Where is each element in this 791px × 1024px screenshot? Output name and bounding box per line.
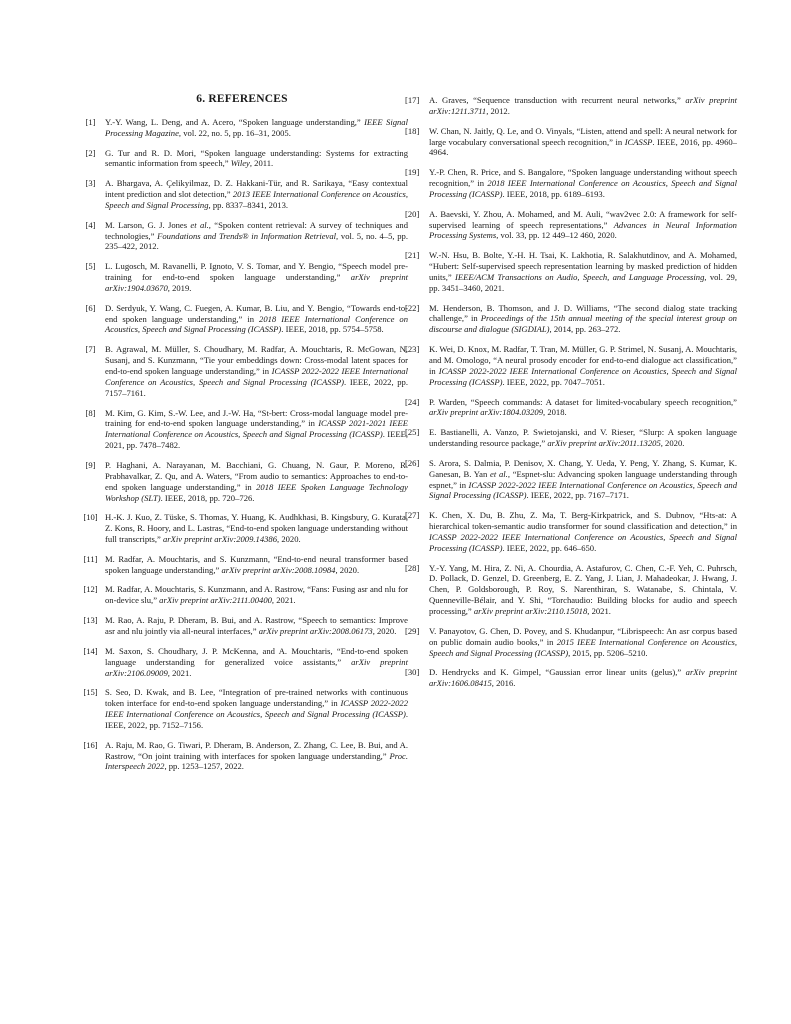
reference-number: [21] <box>405 250 420 261</box>
reference-number: [10] <box>83 512 98 523</box>
reference-number: [15] <box>83 687 98 698</box>
reference-entry <box>76 344 408 399</box>
reference-number: [23] <box>405 344 420 355</box>
reference-venue: ICASSP 2022-2022 IEEE International Conference on Acoustics, Speech and Signal Processing (ICASSP) <box>105 698 408 720</box>
reference-post: , vol. 33, pp. 12 449–12 460, 2020. <box>496 230 617 241</box>
reference-pre: M. Rao, A. Raju, P. Dheram, B. Bui, and A. Rastrow, “Speech to semantics: Improve asr and nlu jointly via all-neural interfaces,” <box>105 615 408 636</box>
reference-number: [9] <box>85 459 96 470</box>
reference-entry <box>76 220 408 253</box>
reference-pre: S. Seo, D. Kwak, and B. Lee, “Integration of pre-trained networks with continuous token interface for end-to-end spoken language understanding,” in <box>105 687 408 709</box>
reference-entry <box>405 563 737 618</box>
reference-entry <box>76 261 408 294</box>
reference-venue: Proceedings of the 15th annual meeting of the special interest group on discourse and dialogue (SIGDIAL) <box>429 313 737 335</box>
reference-venue: ICASSP 2022-2022 IEEE International Conference on Acoustics, Speech and Signal Processing (ICASSP) <box>105 366 408 387</box>
reference-venue: ICASSP 2022-2022 IEEE International Conference on Acoustics, Speech and Signal Processing (ICASSP) <box>429 365 737 387</box>
reference-number: [2] <box>85 147 96 158</box>
reference-venue: arXiv preprint arXiv:1904.03670 <box>105 272 409 293</box>
reference-number: [30] <box>405 667 420 678</box>
reference-venue: ICASSP 2022-2022 IEEE International Conference on Acoustics, Speech and Signal Processing (ICASSP) <box>429 531 737 553</box>
reference-venue: arXiv preprint arXiv:2008.10984 <box>221 564 336 575</box>
reference-number: [27] <box>405 510 420 521</box>
reference-venue: Foundations and Trends® in Information Retrieval <box>157 230 337 241</box>
reference-venue: arXiv preprint arXiv:1804.03209 <box>429 407 544 418</box>
reference-post: . IEEE, 2016, pp. 4960–4964. <box>429 136 737 158</box>
reference-post: , 2021. <box>271 595 296 606</box>
reference-text <box>429 667 737 689</box>
reference-post: , 2019. <box>167 282 192 293</box>
reference-pre: P. Warden, “Speech commands: A dataset for limited-vocabulary speech recognition,” <box>429 396 737 407</box>
reference-venue: arXiv preprint arXiv:2008.06173 <box>258 626 373 636</box>
reference-post: . IEEE, 2018, pp. 5754–5758. <box>281 324 384 335</box>
reference-venue: 2018 IEEE International Conference on Acoustics, Speech and Signal Processing (ICASSP) <box>429 178 737 199</box>
reference-text <box>105 646 408 679</box>
reference-venue: 2013 IEEE International Conference on Acoustics, Speech and Signal Processing <box>105 189 408 210</box>
reference-text <box>429 427 737 449</box>
reference-entry <box>405 626 737 659</box>
reference-pre: Y.-P. Chen, R. Price, and S. Bangalore, “Spoken language understanding without speech recognition,” in <box>429 167 737 189</box>
reference-entry <box>76 512 408 545</box>
reference-post: , pp. 1253–1257, 2022. <box>164 761 244 772</box>
reference-text <box>105 261 408 294</box>
reference-venue: ICASSP 2022-2022 IEEE International Conference on Acoustics, Speech and Signal Processing (ICASSP) <box>429 479 737 501</box>
reference-pre: A. Raju, M. Rao, G. Tiwari, P. Dheram, B. Anderson, Z. Zhang, C. Lee, B. Bui, and A. Rastrow, “On joint training with interfaces for spoken language understanding,” <box>105 739 408 761</box>
reference-text <box>105 220 408 253</box>
reference-entry <box>405 344 737 388</box>
reference-pre: V. Panayotov, G. Chen, D. Povey, and S. Khudanpur, “Librispeech: An asr corpus based on public domain audio books,” in <box>429 625 737 647</box>
reference-post: . IEEE, 2022, pp. 646–650. <box>502 542 597 553</box>
reference-text <box>105 178 408 211</box>
reference-text <box>429 458 737 502</box>
reference-text <box>429 303 737 336</box>
reference-venue: arXiv preprint arXiv:2009.14386 <box>163 534 278 545</box>
reference-number: [11] <box>83 553 98 564</box>
reference-post: . IEEE, 2022, pp. 7167–7171. <box>526 490 629 501</box>
reference-text <box>105 117 408 139</box>
reference-number: [4] <box>85 219 96 230</box>
reference-text <box>429 167 737 200</box>
reference-venue: IEEE Signal Processing Magazine <box>105 116 408 138</box>
reference-number: [28] <box>405 562 420 573</box>
reference-entry <box>405 510 737 554</box>
reference-entry <box>405 250 737 294</box>
reference-text <box>429 250 737 294</box>
reference-pre: S. Arora, S. Dalmia, P. Denisov, X. Chang, Y. Ueda, Y. Peng, Y. Zhang, S. Kumar, K. Ganesan, B. Yan <box>429 457 737 479</box>
reference-pre: D. Hendrycks and K. Gimpel, “Gaussian error linear units (gelus),” <box>429 667 686 678</box>
reference-text <box>429 95 737 117</box>
reference-post: , 2020. <box>277 534 301 545</box>
reference-pre: Y.-Y. Yang, M. Hira, Z. Ni, A. Chourdia, A. Astafurov, C. Chen, C.-F. Yeh, C. Puhrsch, D. Pollack, D. Genzel, D. Greenberg, E. Z. Yang, J. Lian, J. Mahadeokar, J. Hwang, J. Chen, P. Goldsborough, P. Roy, S. Narenthiran, S. Watanabe, S. Chintala, V. Quenneville-Bélair, and Y. Shi, “Torchaudio: Building blocks for audio and speech processing,” <box>429 562 737 617</box>
reference-text <box>429 126 737 159</box>
reference-text <box>429 209 737 242</box>
reference-pre: D. Serdyuk, Y. Wang, C. Fuegen, A. Kumar, B. Liu, and Y. Bengio, “Towards end-to-end spoken language understanding,” in <box>105 302 408 324</box>
reference-entry <box>76 687 408 731</box>
reference-entry <box>405 458 737 502</box>
reference-number: [17] <box>405 95 420 105</box>
reference-post: , 2020. <box>660 438 685 449</box>
reference-text <box>105 687 408 731</box>
reference-post: , 2021. <box>167 667 192 678</box>
reference-entry <box>405 397 737 419</box>
reference-venue: 2018 IEEE International Conference on Acoustics, Speech and Signal Processing (ICASSP) <box>105 313 408 335</box>
reference-entry <box>76 148 408 170</box>
reference-text <box>429 626 737 659</box>
reference-entry <box>76 646 408 679</box>
reference-number: [8] <box>85 407 96 418</box>
reference-entry <box>76 584 408 606</box>
reference-venue: Proc. Interspeech 2022 <box>105 750 408 772</box>
reference-pre: E. Bastianelli, A. Vanzo, P. Swietojanski, and V. Rieser, “Slurp: A spoken language understanding resource package,” <box>429 427 737 449</box>
reference-etal: et al. <box>490 468 508 479</box>
reference-pre2: , “Spoken content retrieval: A survey of techniques and technologies,” <box>105 219 408 241</box>
reference-entry <box>76 460 408 504</box>
reference-number: [13] <box>83 615 98 626</box>
reference-post: , pp. 8337–8341, 2013. <box>208 199 289 210</box>
reference-venue: 2018 IEEE Spoken Language Technology Workshop (SLT) <box>105 481 408 503</box>
reference-post: , 2020. <box>372 626 397 636</box>
reference-text <box>105 148 408 170</box>
reference-text <box>105 408 408 452</box>
reference-text <box>105 303 408 336</box>
reference-venue: arXiv preprint arXiv:1211.3711 <box>429 95 738 116</box>
reference-text <box>429 344 737 388</box>
reference-text <box>105 584 408 606</box>
reference-text <box>105 615 408 637</box>
reference-number: [14] <box>83 645 98 656</box>
reference-pre: P. Haghani, A. Narayanan, M. Bacchiani, G. Chuang, N. Gaur, P. Moreno, R. Prabhavalkar, Z. Qu, and A. Waters, “From audio to semantics: Approaches to end-to-end spoken language understanding,” in <box>105 459 408 492</box>
reference-text <box>429 510 737 554</box>
reference-post: . IEEE, 2018, pp. 6189–6193. <box>502 188 605 199</box>
reference-number: [25] <box>405 427 420 438</box>
reference-pre: A. Baevski, Y. Zhou, A. Mohamed, and M. Auli, “wav2vec 2.0: A framework for self-supervised learning of speech representations,” <box>429 208 737 230</box>
reference-text <box>105 344 408 399</box>
reference-number: [3] <box>85 178 96 189</box>
reference-entry <box>405 667 737 689</box>
reference-list-right <box>405 95 737 689</box>
reference-post: . IEEE, 2022, pp. 7047–7051. <box>502 376 605 387</box>
reference-pre2: , “Espnet-slu: Advancing spoken language understanding through espnet,” in <box>429 468 738 490</box>
reference-post: . IEEE, 2022, pp. 7157–7161. <box>105 376 409 398</box>
reference-pre: M. Radfar, A. Mouchtaris, S. Kunzmann, and A. Rastrow, “Fans: Fusing asr and nlu for on-device slu,” <box>105 584 408 606</box>
reference-post: , 2016. <box>491 678 516 689</box>
reference-post: . IEEE, 2021, pp. 7478–7482. <box>105 429 408 451</box>
reference-number: [22] <box>405 302 420 313</box>
reference-pre: M. Saxon, S. Choudhary, J. P. McKenna, and A. Mouchtaris, “End-to-end spoken language understanding for generalized voice assistants,” <box>105 645 408 667</box>
reference-pre: M. Radfar, A. Mouchtaris, and S. Kunzmann, “End-to-end neural transformer based spoken language understanding,” <box>105 553 408 575</box>
reference-venue: IEEE/ACM Transactions on Audio, Speech, and Language Processing <box>454 271 705 282</box>
reference-post: , 2015, pp. 5206–5210. <box>568 647 648 658</box>
reference-text <box>429 563 737 618</box>
reference-pre: K. Chen, X. Du, B. Zhu, Z. Ma, T. Berg-Kirkpatrick, and S. Dubnov, “Hts-at: A hierarchical token-semantic audio transformer for sound classification and detection,” in <box>429 510 737 532</box>
reference-text <box>105 460 408 504</box>
reference-venue: ICASSP <box>624 136 653 147</box>
reference-number: [19] <box>405 167 420 178</box>
reference-number: [26] <box>405 457 420 468</box>
reference-text <box>105 554 408 576</box>
reference-pre: W.-N. Hsu, B. Bolte, Y.-H. H. Tsai, K. Lakhotia, R. Salakhutdinov, and A. Mohamed, “Hubert: Self-supervised speech representation learning by masked prediction of hidden units,” <box>429 250 737 282</box>
reference-venue: arXiv preprint arXiv:2110.15018 <box>473 606 588 617</box>
reference-post: . IEEE, 2018, pp. 720–726. <box>160 492 255 503</box>
reference-etal: et al. <box>190 219 209 230</box>
reference-number: [7] <box>85 344 96 355</box>
reference-pre: G. Tur and R. D. Mori, “Spoken language understanding: Systems for extracting semantic information from speech,” <box>105 147 408 169</box>
reference-pre: M. Larson, G. J. Jones <box>105 219 191 230</box>
reference-entry <box>405 427 737 449</box>
reference-number: [5] <box>85 261 96 272</box>
reference-number: [20] <box>405 208 420 219</box>
reference-entry <box>76 615 408 637</box>
reference-venue: arXiv preprint arXiv:2011.13205 <box>547 438 661 449</box>
reference-pre: Y.-Y. Wang, L. Deng, and A. Acero, “Spoken language understanding,” <box>105 116 365 127</box>
reference-text <box>429 397 737 419</box>
reference-post: . IEEE, 2022, pp. 7152–7156. <box>105 709 408 730</box>
reference-pre: H.-K. J. Kuo, Z. Tüske, S. Thomas, Y. Huang, K. Audhkhasi, B. Kingsbury, G. Kurata, Z. Kons, R. Hoory, and L. Lastras, “End-to-end spoken language understanding without full transcripts,” <box>105 512 408 545</box>
reference-text <box>105 512 408 545</box>
reference-entry <box>405 126 737 159</box>
reference-pre: A. Graves, “Sequence transduction with recurrent neural networks,” <box>429 95 686 105</box>
reference-entry <box>76 740 408 773</box>
reference-pre: L. Lugosch, M. Ravanelli, P. Ignoto, V. S. Tomar, and Y. Bengio, “Speech model pre-training for end-to-end spoken language understanding,” <box>105 261 408 283</box>
reference-entry <box>405 167 737 200</box>
reference-pre: M. Kim, G. Kim, S.-W. Lee, and J.-W. Ha, “St-bert: Cross-modal language model pre-training for end-to-end spoken language understanding,” in <box>105 407 408 429</box>
reference-entry <box>405 209 737 242</box>
reference-list-left <box>76 117 408 772</box>
reference-number: [6] <box>85 302 96 313</box>
reference-post: , 2012. <box>486 105 510 116</box>
reference-venue: arXiv preprint arXiv:1606.08415 <box>429 667 738 689</box>
reference-number: [18] <box>405 125 420 136</box>
reference-pre: M. Henderson, B. Thomson, and J. D. Williams, “The second dialog state tracking challenge,” in <box>429 302 737 324</box>
reference-venue: Wiley <box>230 158 250 169</box>
reference-number: [16] <box>83 739 98 750</box>
left-column <box>76 88 408 781</box>
reference-entry <box>405 95 737 117</box>
reference-venue: arXiv preprint arXiv:2106.09009 <box>105 656 408 678</box>
reference-post: , vol. 29, pp. 3451–3460, 2021. <box>429 271 737 293</box>
reference-pre: K. Wei, D. Knox, M. Radfar, T. Tran, M. Müller, G. P. Strimel, N. Susanj, A. Mouchtaris, and M. Omologo, “A neural prosody encoder for end-to-end dialogue act classification,” in <box>429 344 737 376</box>
reference-number: [24] <box>405 396 420 407</box>
reference-post: , 2018. <box>543 407 567 418</box>
reference-post: , 2020. <box>335 564 360 575</box>
right-column <box>405 95 737 698</box>
reference-post: , vol. 22, no. 5, pp. 16–31, 2005. <box>178 127 291 138</box>
reference-pre: B. Agrawal, M. Müller, S. Choudhary, M. Radfar, A. Mouchtaris, R. McGowan, N. Susanj, and S. Kunzmann, “Tie your embeddings down: Cross-modal latent spaces for end-to-end spoken language understanding,” in <box>105 344 408 376</box>
references-heading: 6. REFERENCES <box>196 93 288 105</box>
reference-number: [12] <box>83 584 98 595</box>
reference-post: , 2011. <box>249 158 274 169</box>
reference-venue: ICASSP 2021-2021 IEEE International Conference on Acoustics, Speech and Signal Processing (ICASSP) <box>105 418 408 440</box>
reference-post: , 2014, pp. 263–272. <box>549 324 621 335</box>
reference-entry <box>405 303 737 336</box>
reference-post: , 2021. <box>587 606 611 617</box>
reference-text <box>105 740 408 773</box>
reference-entry <box>76 117 408 139</box>
reference-entry <box>76 554 408 576</box>
reference-entry <box>76 178 408 211</box>
reference-venue: 2015 IEEE International Conference on Acoustics, Speech and Signal Processing (ICASSP) <box>429 636 738 658</box>
reference-entry <box>76 303 408 336</box>
reference-number: [1] <box>85 116 96 127</box>
reference-venue: Advances in Neural Information Processing Systems <box>429 219 737 241</box>
reference-pre: A. Bhargava, A. Çelikyilmaz, D. Z. Hakkani-Tür, and R. Sarikaya, “Easy contextual intent prediction and slot detection,” <box>105 178 408 200</box>
reference-venue: arXiv preprint arXiv:2111.00400 <box>159 595 272 606</box>
reference-post: , vol. 5, no. 4–5, pp. 235–422, 2012. <box>105 230 408 252</box>
reference-entry <box>76 408 408 452</box>
reference-number: [29] <box>405 625 420 636</box>
reference-pre: W. Chan, N. Jaitly, Q. Le, and O. Vinyals, “Listen, attend and spell: A neural network for large vocabulary conversational speech recognition,” in <box>429 125 737 147</box>
